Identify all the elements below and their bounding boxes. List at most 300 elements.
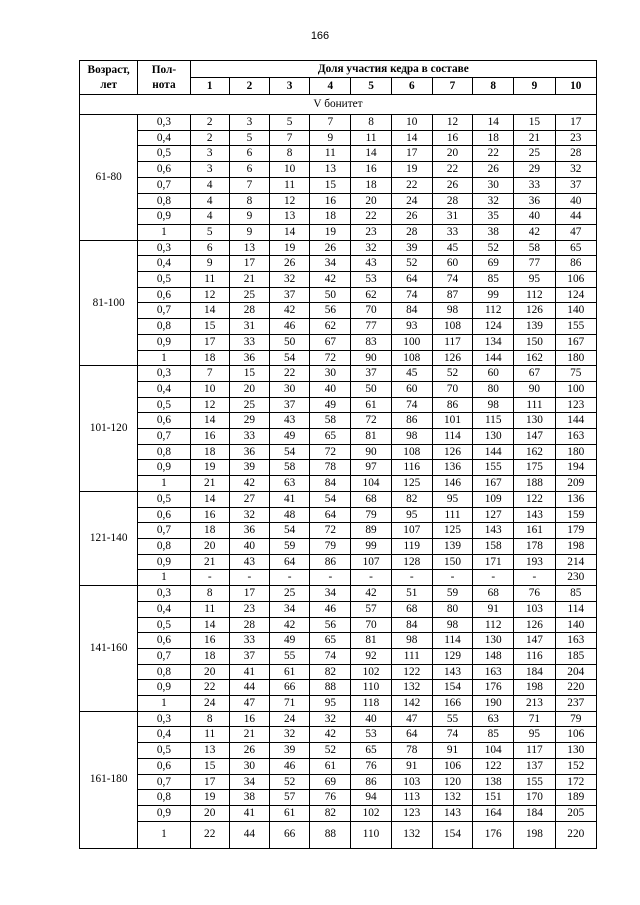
value-cell: 40 <box>310 381 351 397</box>
value-cell: 185 <box>555 648 596 664</box>
value-cell: 16 <box>190 429 229 445</box>
value-cell: 14 <box>391 130 432 146</box>
value-cell: 37 <box>270 287 310 303</box>
stock-cell: 0,7 <box>138 774 190 790</box>
stock-cell: 0,8 <box>138 444 190 460</box>
value-cell: 194 <box>555 460 596 476</box>
value-cell: 147 <box>514 633 555 649</box>
value-cell: 20 <box>190 538 229 554</box>
value-cell: 60 <box>473 366 514 382</box>
value-cell: 90 <box>351 444 391 460</box>
value-cell: 97 <box>351 460 391 476</box>
stock-cell: 0,8 <box>138 664 190 680</box>
value-cell: 29 <box>514 162 555 178</box>
value-cell: 193 <box>514 554 555 570</box>
share-col-header: 6 <box>391 78 432 95</box>
value-cell: 116 <box>514 648 555 664</box>
value-cell: 143 <box>473 523 514 539</box>
value-cell: 6 <box>229 146 269 162</box>
stock-cell: 0,8 <box>138 790 190 806</box>
value-cell: 39 <box>229 460 269 476</box>
age-group-cell: 81-100 <box>80 240 138 366</box>
value-cell: 82 <box>391 491 432 507</box>
table-row <box>80 146 597 162</box>
stock-cell: 1 <box>138 570 190 586</box>
value-cell: 23 <box>229 601 269 617</box>
value-cell: 5 <box>229 130 269 146</box>
value-cell: 13 <box>229 240 269 256</box>
value-cell: 102 <box>351 664 391 680</box>
value-cell: 13 <box>190 743 229 759</box>
table-row <box>80 319 597 335</box>
value-cell: 95 <box>391 507 432 523</box>
value-cell: 19 <box>270 240 310 256</box>
value-cell: - <box>391 570 432 586</box>
value-cell: 10 <box>190 381 229 397</box>
value-cell: 43 <box>229 554 269 570</box>
value-cell: 126 <box>432 444 472 460</box>
value-cell: 8 <box>229 193 269 209</box>
stock-cell: 0,8 <box>138 538 190 554</box>
value-cell: 69 <box>310 774 351 790</box>
value-cell: 163 <box>555 633 596 649</box>
value-cell: 98 <box>432 617 472 633</box>
value-cell: 79 <box>310 538 351 554</box>
table-row <box>80 696 597 712</box>
value-cell: 79 <box>351 507 391 523</box>
value-cell: 68 <box>351 491 391 507</box>
value-cell: 205 <box>555 805 596 821</box>
value-cell: 98 <box>432 303 472 319</box>
value-cell: 13 <box>310 162 351 178</box>
value-cell: 21 <box>190 476 229 492</box>
value-cell: 88 <box>310 680 351 696</box>
value-cell: 8 <box>270 146 310 162</box>
value-cell: 162 <box>514 350 555 366</box>
value-cell: 28 <box>229 617 269 633</box>
value-cell: 74 <box>432 727 472 743</box>
value-cell: 18 <box>190 444 229 460</box>
stock-cell: 0,6 <box>138 413 190 429</box>
value-cell: 124 <box>473 319 514 335</box>
value-cell: 54 <box>270 523 310 539</box>
value-cell: 44 <box>555 209 596 225</box>
stock-cell: 1 <box>138 476 190 492</box>
value-cell: 50 <box>270 334 310 350</box>
value-cell: 209 <box>555 476 596 492</box>
stock-cell: 0,7 <box>138 177 190 193</box>
value-cell: 36 <box>229 350 269 366</box>
value-cell: 42 <box>351 586 391 602</box>
value-cell: 63 <box>473 711 514 727</box>
value-cell: 17 <box>391 146 432 162</box>
value-cell: 64 <box>270 554 310 570</box>
value-cell: 36 <box>514 193 555 209</box>
table-row <box>80 617 597 633</box>
value-cell: 56 <box>310 617 351 633</box>
value-cell: 127 <box>473 507 514 523</box>
value-cell: 31 <box>432 209 472 225</box>
value-cell: 143 <box>432 664 472 680</box>
value-cell: 20 <box>229 381 269 397</box>
value-cell: 46 <box>270 758 310 774</box>
value-cell: 39 <box>391 240 432 256</box>
value-cell: 52 <box>310 743 351 759</box>
value-cell: 23 <box>351 224 391 240</box>
value-cell: 72 <box>310 444 351 460</box>
value-cell: 25 <box>229 397 269 413</box>
value-cell: 12 <box>432 115 472 131</box>
value-cell: 175 <box>514 460 555 476</box>
value-cell: 114 <box>555 601 596 617</box>
value-cell: 4 <box>190 209 229 225</box>
stock-cell: 0,9 <box>138 209 190 225</box>
value-cell: 132 <box>391 680 432 696</box>
value-cell: 41 <box>270 491 310 507</box>
value-cell: 21 <box>229 272 269 288</box>
value-cell: 29 <box>229 413 269 429</box>
table-row <box>80 413 597 429</box>
value-cell: 53 <box>351 727 391 743</box>
value-cell: 11 <box>310 146 351 162</box>
value-cell: 179 <box>555 523 596 539</box>
value-cell: 144 <box>555 413 596 429</box>
value-cell: 94 <box>351 790 391 806</box>
value-cell: 99 <box>351 538 391 554</box>
value-cell: 87 <box>432 287 472 303</box>
value-cell: 132 <box>432 790 472 806</box>
table-row <box>80 633 597 649</box>
value-cell: 117 <box>514 743 555 759</box>
value-cell: 144 <box>473 444 514 460</box>
table-row <box>80 727 597 743</box>
value-cell: 54 <box>310 491 351 507</box>
value-cell: 18 <box>190 350 229 366</box>
value-cell: 103 <box>514 601 555 617</box>
stock-cell: 0,6 <box>138 287 190 303</box>
value-cell: 104 <box>473 743 514 759</box>
value-cell: 98 <box>473 397 514 413</box>
value-cell: 140 <box>555 617 596 633</box>
value-cell: 113 <box>391 790 432 806</box>
value-cell: 110 <box>351 680 391 696</box>
stock-cell: 0,3 <box>138 586 190 602</box>
value-cell: 129 <box>432 648 472 664</box>
value-cell: 76 <box>351 758 391 774</box>
value-cell: 65 <box>351 743 391 759</box>
value-cell: 176 <box>473 680 514 696</box>
value-cell: 74 <box>391 397 432 413</box>
value-cell: 99 <box>473 287 514 303</box>
value-cell: 137 <box>514 758 555 774</box>
stock-cell: 0,7 <box>138 523 190 539</box>
value-cell: 33 <box>514 177 555 193</box>
value-cell: 122 <box>391 664 432 680</box>
value-cell: 150 <box>514 334 555 350</box>
table-row <box>80 240 597 256</box>
value-cell: 86 <box>432 397 472 413</box>
value-cell: 16 <box>432 130 472 146</box>
value-cell: 46 <box>270 319 310 335</box>
value-cell: 5 <box>270 115 310 131</box>
value-cell: 9 <box>190 256 229 272</box>
value-cell: 57 <box>270 790 310 806</box>
table-row <box>80 523 597 539</box>
stock-header-line2: нота <box>152 78 176 91</box>
value-cell: 80 <box>473 381 514 397</box>
value-cell: 122 <box>473 758 514 774</box>
value-cell: 32 <box>270 272 310 288</box>
value-cell: 72 <box>310 350 351 366</box>
value-cell: - <box>473 570 514 586</box>
value-cell: 11 <box>190 272 229 288</box>
value-cell: 117 <box>432 334 472 350</box>
value-cell: 66 <box>270 821 310 848</box>
value-cell: 16 <box>351 162 391 178</box>
value-cell: 18 <box>190 648 229 664</box>
value-cell: 10 <box>391 115 432 131</box>
table-row <box>80 193 597 209</box>
value-cell: 37 <box>229 648 269 664</box>
value-cell: 62 <box>351 287 391 303</box>
value-cell: 52 <box>270 774 310 790</box>
value-cell: 33 <box>229 334 269 350</box>
value-cell: 51 <box>391 586 432 602</box>
value-cell: 20 <box>432 146 472 162</box>
value-cell: 158 <box>473 538 514 554</box>
value-cell: 70 <box>351 303 391 319</box>
value-cell: 32 <box>310 711 351 727</box>
value-cell: 50 <box>351 381 391 397</box>
value-cell: 84 <box>391 303 432 319</box>
value-cell: 40 <box>351 711 391 727</box>
value-cell: 11 <box>270 177 310 193</box>
value-cell: 3 <box>229 115 269 131</box>
value-cell: 52 <box>391 256 432 272</box>
value-cell: 124 <box>555 287 596 303</box>
value-cell: 103 <box>391 774 432 790</box>
stock-cell: 1 <box>138 224 190 240</box>
value-cell: 74 <box>391 287 432 303</box>
value-cell: 9 <box>310 130 351 146</box>
value-cell: 166 <box>432 696 472 712</box>
value-cell: 21 <box>514 130 555 146</box>
value-cell: 7 <box>190 366 229 382</box>
table-row <box>80 444 597 460</box>
value-cell: 108 <box>391 350 432 366</box>
value-cell: 77 <box>514 256 555 272</box>
value-cell: 125 <box>432 523 472 539</box>
value-cell: 47 <box>229 696 269 712</box>
table-row <box>80 507 597 523</box>
value-cell: 17 <box>229 256 269 272</box>
value-cell: 79 <box>555 711 596 727</box>
value-cell: 163 <box>555 429 596 445</box>
value-cell: 28 <box>229 303 269 319</box>
value-cell: 147 <box>514 429 555 445</box>
value-cell: 18 <box>351 177 391 193</box>
value-cell: 130 <box>473 633 514 649</box>
stock-cell: 0,8 <box>138 319 190 335</box>
value-cell: 17 <box>190 774 229 790</box>
value-cell: 67 <box>310 334 351 350</box>
value-cell: - <box>514 570 555 586</box>
table-row <box>80 821 597 848</box>
value-cell: 22 <box>190 821 229 848</box>
value-cell: 58 <box>270 460 310 476</box>
value-cell: 32 <box>351 240 391 256</box>
value-cell: 75 <box>555 366 596 382</box>
table-row <box>80 554 597 570</box>
value-cell: 111 <box>391 648 432 664</box>
value-cell: 18 <box>190 523 229 539</box>
value-cell: 65 <box>310 633 351 649</box>
value-cell: 12 <box>190 397 229 413</box>
value-cell: 112 <box>473 617 514 633</box>
value-cell: 106 <box>555 272 596 288</box>
value-cell: 81 <box>351 633 391 649</box>
value-cell: 110 <box>351 821 391 848</box>
table-row <box>80 303 597 319</box>
value-cell: 111 <box>514 397 555 413</box>
share-col-header: 1 <box>190 78 229 95</box>
value-cell: 33 <box>229 429 269 445</box>
value-cell: 36 <box>229 444 269 460</box>
value-cell: 50 <box>310 287 351 303</box>
value-cell: 44 <box>229 680 269 696</box>
value-cell: 18 <box>473 130 514 146</box>
value-cell: 32 <box>270 727 310 743</box>
value-cell: 24 <box>190 696 229 712</box>
value-cell: 85 <box>473 272 514 288</box>
value-cell: 230 <box>555 570 596 586</box>
value-cell: 32 <box>229 507 269 523</box>
value-cell: 104 <box>351 476 391 492</box>
value-cell: 22 <box>190 680 229 696</box>
value-cell: 78 <box>310 460 351 476</box>
value-cell: 45 <box>432 240 472 256</box>
value-cell: 61 <box>270 664 310 680</box>
value-cell: 108 <box>391 444 432 460</box>
share-col-header: 5 <box>351 78 391 95</box>
table-row <box>80 570 597 586</box>
value-cell: 33 <box>432 224 472 240</box>
value-cell: 47 <box>555 224 596 240</box>
value-cell: 39 <box>270 743 310 759</box>
value-cell: 116 <box>391 460 432 476</box>
value-cell: 6 <box>229 162 269 178</box>
stock-cell: 0,7 <box>138 429 190 445</box>
value-cell: 24 <box>391 193 432 209</box>
value-cell: 126 <box>432 350 472 366</box>
value-cell: 95 <box>310 696 351 712</box>
value-cell: 58 <box>514 240 555 256</box>
value-cell: 21 <box>229 727 269 743</box>
stock-cell: 0,9 <box>138 334 190 350</box>
value-cell: 72 <box>310 523 351 539</box>
value-cell: 220 <box>555 680 596 696</box>
value-cell: 95 <box>432 491 472 507</box>
value-cell: 20 <box>190 805 229 821</box>
value-cell: 61 <box>270 805 310 821</box>
stock-cell: 0,3 <box>138 240 190 256</box>
age-group-cell: 121-140 <box>80 491 138 585</box>
value-cell: - <box>432 570 472 586</box>
value-cell: 34 <box>310 256 351 272</box>
value-cell: 25 <box>229 287 269 303</box>
value-cell: 64 <box>391 272 432 288</box>
value-cell: 4 <box>190 193 229 209</box>
value-cell: 26 <box>229 743 269 759</box>
value-cell: 86 <box>391 413 432 429</box>
value-cell: 36 <box>229 523 269 539</box>
value-cell: 26 <box>473 162 514 178</box>
age-header <box>80 61 138 95</box>
value-cell: 198 <box>514 821 555 848</box>
value-cell: 3 <box>190 162 229 178</box>
value-cell: 95 <box>514 727 555 743</box>
value-cell: 130 <box>514 413 555 429</box>
stock-cell: 0,4 <box>138 381 190 397</box>
value-cell: 237 <box>555 696 596 712</box>
value-cell: 19 <box>391 162 432 178</box>
value-cell: 8 <box>190 586 229 602</box>
value-cell: 2 <box>190 130 229 146</box>
value-cell: 23 <box>555 130 596 146</box>
table-row <box>80 805 597 821</box>
value-cell: 122 <box>514 491 555 507</box>
table-row <box>80 381 597 397</box>
value-cell: 76 <box>514 586 555 602</box>
table-row <box>80 350 597 366</box>
stock-cell: 0,9 <box>138 680 190 696</box>
value-cell: 30 <box>270 381 310 397</box>
table-row <box>80 130 597 146</box>
stock-cell: 0,7 <box>138 303 190 319</box>
value-cell: 20 <box>190 664 229 680</box>
value-cell: 28 <box>555 146 596 162</box>
value-cell: 170 <box>514 790 555 806</box>
share-col-header: 4 <box>310 78 351 95</box>
value-cell: 3 <box>190 146 229 162</box>
value-cell: 26 <box>432 177 472 193</box>
value-cell: 49 <box>270 429 310 445</box>
value-cell: 71 <box>514 711 555 727</box>
value-cell: 53 <box>351 272 391 288</box>
stock-cell: 0,9 <box>138 805 190 821</box>
value-cell: - <box>310 570 351 586</box>
value-cell: 132 <box>391 821 432 848</box>
value-cell: 65 <box>555 240 596 256</box>
value-cell: 143 <box>514 507 555 523</box>
value-cell: 34 <box>229 774 269 790</box>
age-group-cell: 61-80 <box>80 115 138 241</box>
value-cell: 114 <box>432 429 472 445</box>
value-cell: 171 <box>473 554 514 570</box>
value-cell: 91 <box>473 601 514 617</box>
value-cell: 134 <box>473 334 514 350</box>
value-cell: 126 <box>514 303 555 319</box>
value-cell: 213 <box>514 696 555 712</box>
value-cell: - <box>190 570 229 586</box>
value-cell: 32 <box>555 162 596 178</box>
value-cell: 15 <box>514 115 555 131</box>
value-cell: 27 <box>229 491 269 507</box>
value-cell: 155 <box>473 460 514 476</box>
value-cell: - <box>351 570 391 586</box>
age-header-line1: Возраст, <box>87 63 130 76</box>
value-cell: 26 <box>270 256 310 272</box>
